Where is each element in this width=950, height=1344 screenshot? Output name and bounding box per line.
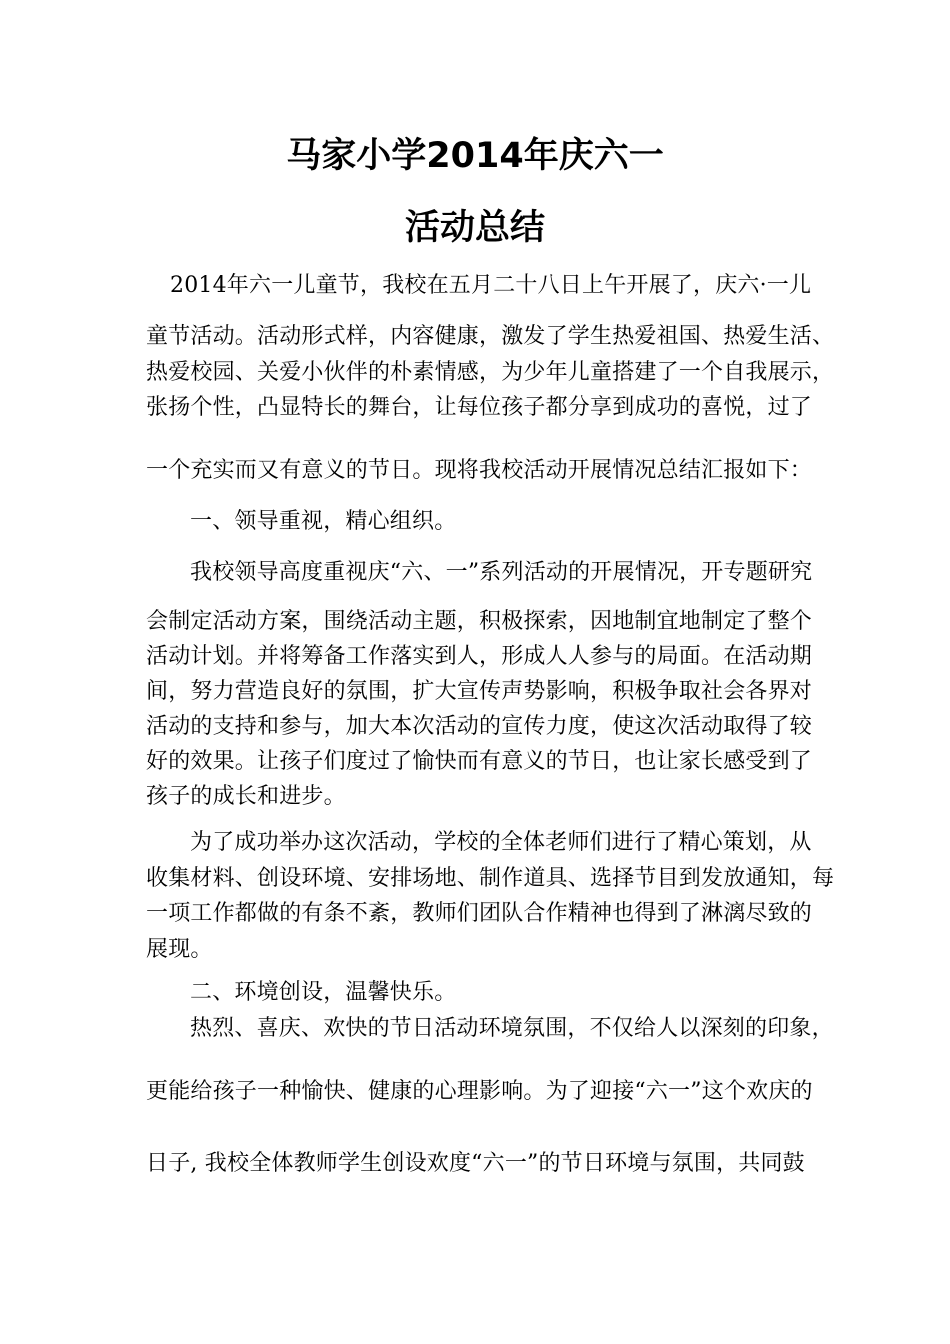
section-heading: 一、领导重视，精心组织。	[190, 509, 457, 534]
paragraph-line: 为了成功举办这次活动，学校的全体老师们进行了精心策划，从	[190, 830, 812, 855]
paragraph-line: 好的效果。让孩子们度过了愉快而有意义的节日，也让家长感受到了	[146, 749, 813, 774]
paragraph-line: 活动的支持和参与，加大本次活动的宣传力度，使这次活动取得了较	[146, 714, 813, 739]
title-line-2: 活动总结	[404, 208, 545, 248]
paragraph-line: 一项工作都做的有条不紊，教师们团队合作精神也得到了淋漓尽致的	[146, 901, 813, 926]
paragraph-line: 日子, 我校全体教师学生创设欢度“六一”的节日环境与氛围，共同鼓	[146, 1151, 805, 1176]
section-heading: 二、环境创设，温馨快乐。	[190, 980, 457, 1005]
paragraph-line: 热爱校园、关爱小伙伴的朴素情感，为少年儿童搭建了一个自我展示，	[146, 360, 835, 385]
paragraph-line: 孩子的成长和进步。	[146, 784, 346, 809]
paragraph-line: 更能给孩子一种愉快、健康的心理影响。为了迎接“六一”这个欢庆的	[146, 1079, 813, 1104]
paragraph-line: 童节活动。活动形式样，内容健康，激发了学生热爱祖国、热爱生活、	[146, 324, 835, 349]
paragraph-line: 间，努力营造良好的氛围，扩大宣传声势影响，积极争取社会各界对	[146, 679, 813, 704]
paragraph-line: 我校领导高度重视庆“六、一”系列活动的开展情况，开专题研究	[190, 560, 813, 585]
paragraph-line: 展现。	[146, 937, 213, 962]
paragraph-line: 会制定活动方案，围绕活动主题，积极探索，因地制宜地制定了整个	[146, 609, 813, 634]
paragraph-line: 收集材料、创设环境、安排场地、制作道具、选择节目到发放通知，每	[146, 866, 835, 891]
paragraph-line: 活动计划。并将筹备工作落实到人，形成人人参与的局面。在活动期	[146, 644, 813, 669]
paragraph-line: 张扬个性，凸显特长的舞台，让每位孩子都分享到成功的喜悦，过了	[146, 395, 813, 420]
paragraph-line: 一个充实而又有意义的节日。现将我校活动开展情况总结汇报如下：	[146, 458, 813, 483]
paragraph-line: 热烈、喜庆、欢快的节日活动环境氛围，不仅给人以深刻的印象，	[190, 1016, 834, 1041]
paragraph-line: 2014年六一儿童节，我校在五月二十八日上午开展了，庆六·一儿	[170, 273, 812, 298]
title-line-1: 马家小学2014年庆六一	[286, 136, 664, 176]
